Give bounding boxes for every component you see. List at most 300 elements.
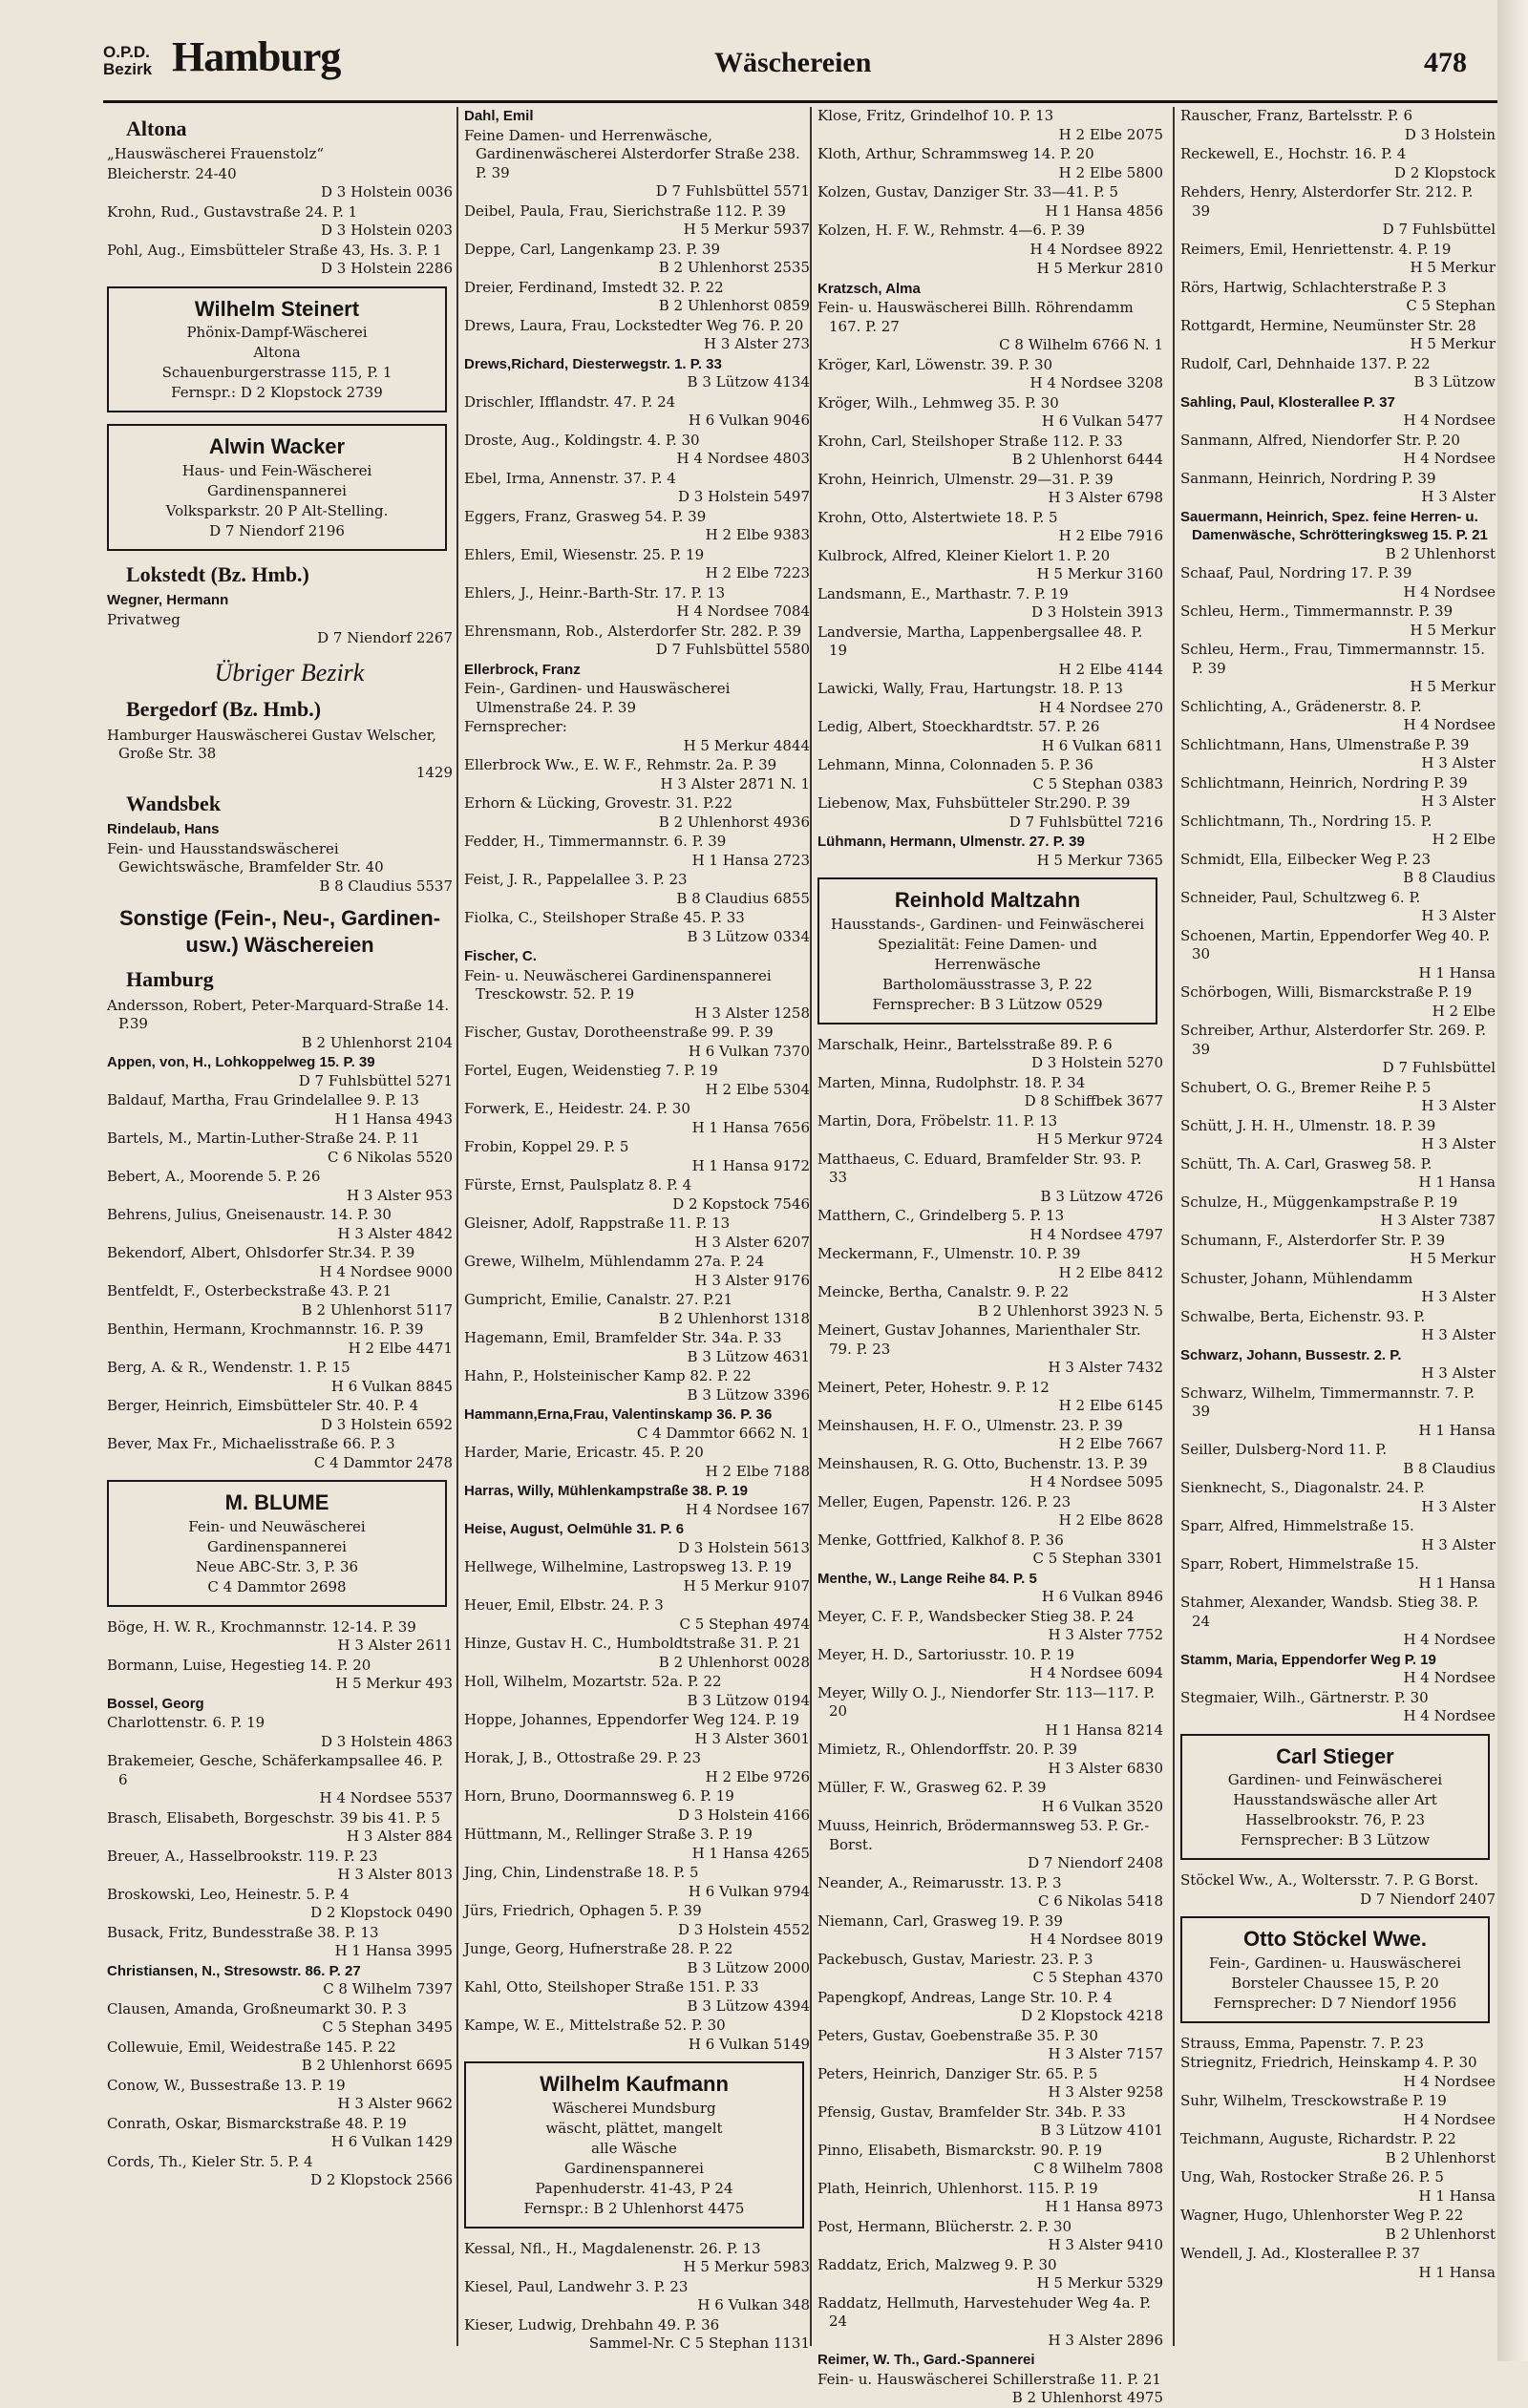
entry-name: Martin, Dora, Fröbelstr. 11. P. 13	[817, 1111, 1058, 1130]
entry-phone: B 8 Claudius 5537	[319, 877, 453, 895]
entry-name: Meincke, Bertha, Canalstr. 9. P. 22	[817, 1283, 1070, 1301]
entry-name: Brakemeier, Gesche, Schäferkampsallee 46. P. 6	[107, 1752, 443, 1788]
entry-name: Hellwege, Wilhelmine, Lastropsweg 13. P. 19	[464, 1558, 792, 1575]
directory-entry	[464, 1482, 810, 1519]
directory-entry	[464, 1902, 810, 1939]
entry-phone: B 3 Lützow 4726	[1040, 1187, 1163, 1205]
entry-phone: C 5 Stephan 3301	[1032, 1550, 1163, 1568]
directory-entry	[1180, 145, 1496, 182]
directory-entry	[107, 1320, 453, 1358]
entry-name: Harder, Marie, Ericastr. 45. P. 20	[464, 1444, 704, 1461]
entry-phone: B 3 Lützow 0334	[687, 927, 810, 945]
entry-name: Bentfeldt, F., Osterbeckstraße 43. P. 21	[107, 1282, 393, 1300]
entry-phone: B 2 Uhlenhorst	[1385, 544, 1496, 562]
entry-phone: H 5 Merkur 5937	[683, 221, 810, 238]
directory-entry	[817, 1779, 1163, 1816]
entry-name: Cords, Th., Kieler Str. 5. P. 4	[107, 2152, 313, 2170]
entry-phone: H 6 Vulkan 8845	[330, 1377, 453, 1395]
entry-name: Meller, Eugen, Papenstr. 126. P. 23	[817, 1492, 1072, 1510]
entry-phone: D 3 Holstein 3913	[1030, 603, 1163, 621]
section-title: Wäschereien	[714, 47, 872, 78]
entry-phone: H 1 Hansa 4856	[1045, 201, 1163, 220]
directory-entry	[1180, 1441, 1496, 1478]
directory-entry	[107, 203, 453, 241]
directory-entry	[1180, 889, 1496, 926]
directory-entry	[1180, 2168, 1496, 2206]
directory-entry	[817, 718, 1163, 755]
entry-phone: B 3 Lützow	[1413, 373, 1496, 391]
entry-name: Ehlers, J., Heinr.-Barth-Str. 17. P. 13	[464, 583, 726, 602]
directory-entry	[464, 1329, 810, 1366]
directory-entry	[464, 2017, 810, 2054]
entry-phone: H 5 Merkur	[1410, 335, 1496, 352]
entry-name: Baldauf, Martha, Frau Grindelallee 9. P. 13	[107, 1091, 419, 1109]
entry-name: Sahling, Paul, Klosterallee P. 37	[1180, 393, 1395, 411]
entry-phone: H 3 Alster 7752	[1048, 1626, 1163, 1644]
entry-phone: B 8 Claudius	[1403, 1459, 1496, 1477]
entry-name: Busack, Fritz, Bundesstraße 38. P. 13	[107, 1923, 379, 1941]
directory-entry	[107, 1130, 453, 1167]
column-divider	[810, 107, 812, 2346]
entry-phone: H 3 Alster	[1421, 488, 1496, 505]
entry-phone: H 4 Nordsee 4797	[1029, 1225, 1163, 1243]
entry-name: Fischer, Gustav, Dorotheenstraße 99. P. 39	[464, 1024, 774, 1041]
directory-entry	[817, 1036, 1163, 1073]
directory-entry	[817, 356, 1163, 393]
entry-name: Krohn, Otto, Alstertwiete 18. P. 5	[817, 508, 1058, 526]
directory-entry	[107, 2077, 453, 2114]
entry-name: Schulze, H., Müggenkampstraße P. 19	[1180, 1193, 1458, 1211]
directory-entry	[464, 1176, 810, 1214]
entry-name: Stöckel Ww., A., Woltersstr. 7. P. G Borst.	[1180, 1871, 1479, 1890]
advertiser-name: Carl Stieger	[1276, 1743, 1394, 1768]
directory-entry	[107, 1206, 453, 1243]
directory-entry	[817, 2218, 1163, 2255]
entry-name: Horak, J, B., Ottostraße 29. P. 23	[464, 1749, 702, 1766]
directory-entry	[1180, 1308, 1496, 1345]
directory-entry	[464, 1291, 810, 1328]
entry-phone: H 1 Hansa 7656	[691, 1118, 810, 1136]
entry-name: Stahmer, Alexander, Wandsb. Stieg 38. P. 24	[1180, 1594, 1479, 1630]
directory-entry	[464, 279, 810, 316]
entry-name: Menke, Gottfried, Kalkhof 8. P. 36	[817, 1531, 1064, 1549]
directory-entry	[817, 1817, 1163, 1873]
category-heading: Sonstige (Fein-, Neu-, Gardinen- usw.) Wäschereien	[118, 906, 441, 957]
ad-line: Gardinenspannerei	[207, 482, 347, 500]
entry-name: Reckewell, E., Hochstr. 16. P. 4	[1180, 145, 1407, 162]
directory-entry	[1180, 1689, 1496, 1726]
entry-phone: H 6 Vulkan 5477	[1041, 412, 1163, 430]
entry-name: Sanmann, Heinrich, Nordring P. 39	[1180, 469, 1436, 487]
directory-entry	[817, 2371, 1163, 2408]
directory-entry	[107, 2000, 453, 2038]
entry-phone: B 2 Uhlenhorst 2104	[301, 1033, 453, 1051]
directory-entry	[107, 165, 453, 202]
entry-phone: H 3 Alster 2896	[1048, 2331, 1163, 2349]
entry-phone: H 1 Hansa 8214	[1045, 1721, 1163, 1739]
directory-entry	[1180, 2035, 1496, 2054]
directory-entry	[817, 471, 1163, 508]
entry-phone: H 2 Elbe 7916	[1058, 527, 1163, 544]
entry-name: Rudolf, Carl, Dehnhaide 137. P. 22	[1180, 354, 1431, 372]
entry-name: Landsmann, E., Marthastr. 7. P. 19	[817, 584, 1069, 602]
entry-phone: B 2 Uhlenhorst	[1385, 2225, 1496, 2243]
directory-entry	[817, 1646, 1163, 1683]
entry-phone: H 3 Alster	[1421, 1497, 1496, 1515]
advertisement-box	[107, 424, 447, 551]
directory-entry	[1180, 1871, 1496, 1909]
entry-name: Rindelaub, Hans	[107, 821, 220, 838]
entry-phone: H 3 Alster	[1421, 1288, 1496, 1305]
directory-entry	[107, 1435, 453, 1472]
ad-line: Gardinenspannerei	[564, 2159, 704, 2177]
entry-phone: H 4 Nordsee	[1403, 1707, 1496, 1724]
advertisement-box	[107, 286, 447, 413]
directory-entry	[464, 1864, 810, 1901]
entry-name: Raddatz, Hellmuth, Harvestehuder Weg 4a. P. 24	[817, 2293, 1152, 2331]
entry-phone: H 3 Alster 6830	[1048, 1759, 1163, 1777]
column-4	[1180, 107, 1496, 2341]
entry-phone: H 5 Merkur 4844	[683, 736, 810, 754]
directory-entry	[464, 1787, 810, 1825]
directory-entry	[1180, 1555, 1496, 1593]
entry-name: Heise, August, Oelmühle 31. P. 6	[464, 1521, 685, 1537]
entry-name: Schoenen, Martin, Eppendorfer Weg 40. P. 30	[1180, 926, 1491, 962]
directory-entry	[1180, 107, 1496, 144]
column-1	[107, 107, 453, 2341]
entry-phone: D 7 Fuhlsbüttel 5571	[655, 182, 810, 200]
directory-entry	[464, 393, 810, 431]
advertisement-box	[1180, 1916, 1490, 2023]
directory-entry	[1180, 983, 1496, 1021]
entry-name: Wendell, J. Ad., Klosterallee P. 37	[1180, 2245, 1421, 2263]
entry-phone: H 5 Merkur 5329	[1036, 2274, 1163, 2292]
entry-phone: H 6 Vulkan 3520	[1041, 1797, 1163, 1815]
entry-name: Schörbogen, Willi, Bismarckstraße P. 19	[1180, 983, 1473, 1001]
directory-entry	[817, 2027, 1163, 2064]
entry-name: Liebenow, Max, Fuhsbütteler Str.290. P. 39	[817, 794, 1131, 812]
entry-phone: H 6 Vulkan 6811	[1041, 736, 1163, 754]
directory-entry	[817, 2256, 1163, 2293]
directory-entry	[464, 317, 810, 354]
directory-entry	[107, 611, 453, 648]
entry-name: Deibel, Paula, Frau, Sierichstraße 112. P. 39	[464, 201, 786, 220]
entry-phone: H 1 Hansa 9172	[691, 1156, 810, 1174]
entry-phone: B 2 Uhlenhorst 2535	[658, 259, 810, 276]
entry-name: Schleu, Herm., Frau, Timmermannstr. 15. P. 39	[1180, 641, 1486, 677]
directory-entry	[817, 1951, 1163, 1988]
entry-phone: H 5 Merkur	[1410, 1250, 1496, 1267]
advertisement-box	[1180, 1734, 1490, 1861]
directory-entry	[1180, 1193, 1496, 1231]
entry-phone: H 3 Alster 6798	[1048, 489, 1163, 506]
ad-line: Spezialität: Feine Damen- und Herrenwäsche	[878, 935, 1097, 973]
entry-phone: D 3 Holstein 4552	[677, 1920, 810, 1938]
entry-phone: H 3 Alster 953	[347, 1186, 453, 1204]
entry-phone: H 4 Nordsee	[1403, 582, 1496, 601]
directory-entry	[817, 756, 1163, 793]
entry-name: Krohn, Carl, Steilshoper Straße 112. P. 33	[817, 432, 1123, 450]
entry-name: Sienknecht, S., Diagonalstr. 24. P.	[1180, 1479, 1425, 1496]
directory-entry	[464, 2240, 810, 2277]
entry-name: Pohl, Aug., Eimsbütteler Straße 43, Hs. 3. P. 1	[107, 241, 442, 259]
entry-phone: H 3 Alster	[1421, 1535, 1496, 1553]
entry-name: Landversie, Martha, Lappenbergsallee 48. P. 19	[817, 623, 1143, 659]
entry-name: Marschalk, Heinr., Bartelsstraße 89. P. 6	[817, 1035, 1113, 1053]
directory-entry	[107, 1886, 453, 1923]
entry-name: Schuster, Johann, Mühlendamm	[1180, 1269, 1413, 1287]
entry-name: Peters, Gustav, Goebenstraße 35. P. 30	[817, 2026, 1098, 2044]
ad-line: Hasselbrookstr. 76, P. 23	[1244, 1811, 1426, 1829]
entry-phone: H 1 Hansa	[1418, 1173, 1496, 1191]
advertiser-name: Wilhelm Steinert	[194, 296, 360, 321]
entry-phone: D 3 Holstein	[1404, 125, 1496, 143]
entry-name: Forwerk, E., Heidestr. 24. P. 30	[464, 1100, 690, 1117]
section-heading: Hamburg	[126, 967, 214, 992]
entry-name: Menthe, W., Lange Reihe 84. P. 5	[817, 1570, 1037, 1587]
entry-name: Bebert, A., Moorende 5. P. 26	[107, 1168, 321, 1186]
entry-phone: H 3 Alster 9410	[1048, 2236, 1163, 2254]
directory-entry	[1180, 698, 1496, 735]
entry-phone: C 5 Stephan 4370	[1032, 1969, 1163, 1987]
directory-entry	[817, 1074, 1163, 1111]
directory-entry	[464, 1405, 810, 1443]
entry-name: Hahn, P., Holsteinischer Kamp 82. P. 22	[464, 1367, 752, 1384]
entry-phone: H 4 Nordsee	[1403, 1631, 1496, 1648]
entry-name: Kolzen, Gustav, Danziger Str. 33—41. P. 5	[817, 183, 1119, 201]
directory-entry	[464, 1635, 810, 1672]
entry-phone: H 2 Elbe 7223	[705, 564, 810, 581]
directory-entry	[1180, 1232, 1496, 1269]
page-number: 478	[1424, 47, 1467, 78]
entry-phone: H 3 Alster	[1421, 1097, 1496, 1114]
directory-entry	[817, 680, 1163, 717]
entry-phone: H 5 Merkur 9724	[1036, 1130, 1163, 1149]
entry-name: Schneider, Paul, Schultzweg 6. P.	[1180, 888, 1421, 906]
ad-line: Fernsprecher: B 3 Lützow 0529	[872, 995, 1103, 1013]
entry-phone: H 1 Hansa	[1418, 2263, 1496, 2281]
advertisement-box	[464, 2061, 804, 2228]
entry-name: Ellerbrock Ww., E. W. F., Rehmstr. 2a. P. 39	[464, 756, 777, 773]
directory-entry	[464, 947, 810, 966]
entry-phone: H 6 Vulkan 8946	[1041, 1588, 1163, 1606]
entry-phone: H 2 Elbe 5304	[705, 1080, 810, 1098]
entry-phone: D 2 Klopstock	[1394, 163, 1496, 181]
directory-entry	[1180, 317, 1496, 354]
entry-name: Meinshausen, R. G. Otto, Buchenstr. 13. P. 39	[817, 1454, 1148, 1472]
ad-line: Phönix-Dampf-Wäscherei	[186, 324, 368, 342]
entry-phone: B 8 Claudius 6855	[676, 889, 810, 907]
directory-entry	[107, 840, 453, 897]
directory-entry	[817, 1874, 1163, 1912]
entry-phone: H 2 Elbe 4471	[348, 1339, 453, 1357]
advertiser-name: Otto Stöckel Wwe.	[1243, 1927, 1427, 1952]
entry-name: Appen, von, H., Lohkoppelweg 15. P. 39	[107, 1054, 375, 1071]
directory-entry	[464, 127, 810, 201]
entry-name: Hammann,Erna,Frau, Valentinskamp 36. P. 36	[464, 1406, 773, 1423]
entry-name: Bormann, Luise, Hegestieg 14. P. 20	[107, 1656, 371, 1674]
directory-entry	[464, 1100, 810, 1137]
directory-entry	[107, 1962, 453, 1999]
entry-name: Heuer, Emil, Elbstr. 24. P. 3	[464, 1596, 664, 1614]
entry-phone: D 2 Kopstock 7546	[672, 1194, 810, 1213]
entry-phone: H 4 Nordsee 5095	[1029, 1473, 1163, 1491]
directory-entry	[464, 909, 810, 946]
entry-name: Harras, Willy, Mühlenkampstraße 38. P. 19	[464, 1483, 748, 1499]
directory-entry	[464, 1940, 810, 1977]
entry-phone: B 3 Lützow 3396	[687, 1385, 810, 1404]
entry-phone: H 4 Nordsee 9000	[319, 1262, 453, 1280]
directory-entry	[464, 432, 810, 469]
directory-entry	[464, 546, 810, 583]
directory-entry	[464, 355, 810, 392]
entry-name: Grewe, Wilhelm, Mühlendamm 27a. P. 24	[464, 1253, 765, 1270]
entry-phone: C 5 Stephan	[1406, 297, 1496, 314]
entry-name: Schwarz, Johann, Bussestr. 2. P.	[1180, 1346, 1402, 1363]
entry-name: Fein- u. Neuwäscherei Gardinenspannerei Tresckowstr. 52. P. 19	[464, 966, 772, 1003]
directory-entry	[1180, 279, 1496, 316]
entry-phone: H 5 Merkur 5983	[683, 2258, 810, 2276]
entry-phone: H 3 Alster 2871 N. 1	[660, 774, 810, 792]
entry-phone: H 3 Alster 4842	[337, 1224, 453, 1242]
entry-phone: C 8 Wilhelm 6766 N. 1	[999, 336, 1163, 353]
entry-name: Schlichting, A., Grädenerstr. 8. P.	[1180, 697, 1422, 715]
directory-entry	[1180, 774, 1496, 812]
entry-name: Striegnitz, Friedrich, Heinskamp 4. P. 30	[1180, 2054, 1477, 2072]
entry-name: Böge, H. W. R., Krochmannstr. 12-14. P. 39	[107, 1617, 416, 1636]
directory-entry	[464, 1826, 810, 1863]
directory-entry	[1180, 470, 1496, 507]
entry-name: Schlichtmann, Hans, Ulmenstraße P. 39	[1180, 735, 1470, 753]
directory-entry	[1180, 2245, 1496, 2282]
entry-name: Bossel, Georg	[107, 1695, 204, 1712]
entry-phone: H 3 Alster 8013	[337, 1866, 453, 1884]
entry-name: Rehders, Henry, Alsterdorfer Str. 212. P. 39	[1180, 183, 1474, 220]
entry-name: Sparr, Robert, Himmelstraße 15.	[1180, 1555, 1419, 1573]
entry-name: Schmidt, Ella, Eilbecker Weg P. 23	[1180, 850, 1431, 868]
entry-name: Wagner, Hugo, Uhlenhorster Weg P. 22	[1180, 2207, 1464, 2225]
entry-name: Reimer, W. Th., Gard.-Spannerei	[817, 2352, 1035, 2369]
entry-phone: H 6 Vulkan 9046	[688, 412, 810, 429]
entry-phone: H 3 Alster 7432	[1048, 1359, 1163, 1377]
entry-phone: B 2 Uhlenhorst 5117	[301, 1300, 453, 1319]
entry-phone: H 4 Nordsee 270	[1039, 698, 1163, 716]
entry-phone: H 2 Elbe 8412	[1058, 1263, 1163, 1281]
entry-phone: D 3 Holstein 4166	[677, 1806, 810, 1824]
directory-entry	[817, 623, 1163, 680]
directory-entry	[464, 871, 810, 908]
entry-name: Ellerbrock, Franz	[464, 661, 581, 678]
entry-name: Fischer, C.	[464, 948, 537, 964]
entry-phone: C 6 Nikolas 5520	[328, 1148, 453, 1166]
entry-name: Hoppe, Johannes, Eppendorfer Weg 124. P. 19	[464, 1711, 799, 1728]
entry-name: Fernsprecher:	[464, 718, 567, 735]
entry-name: Seiller, Dulsberg-Nord 11. P.	[1180, 1441, 1388, 1458]
advertiser-name: Wilhelm Kaufmann	[540, 2072, 729, 2096]
entry-phone: C 4 Dammtor 6662 N. 1	[636, 1424, 810, 1442]
directory-entry	[464, 1520, 810, 1557]
entry-phone: D 3 Holstein 0203	[320, 222, 453, 240]
entry-name: Teichmann, Auguste, Richardstr. P. 22	[1180, 2130, 1456, 2148]
ad-line: Fernspr.: D 2 Klopstock 2739	[171, 384, 383, 402]
directory-entry	[817, 107, 1163, 144]
entry-phone: H 1 Hansa	[1418, 1574, 1496, 1592]
entry-name: Schlichtmann, Th., Nordring 15. P.	[1180, 812, 1432, 830]
directory-entry	[107, 2038, 453, 2076]
entry-phone: H 1 Hansa	[1418, 963, 1496, 982]
entry-phone: D 7 Niendorf 2267	[317, 629, 453, 647]
entry-name: Wegner, Hermann	[107, 592, 229, 609]
entry-name: Schleu, Herm., Timmermannstr. P. 39	[1180, 602, 1454, 620]
entry-phone: D 3 Holstein 0036	[320, 183, 453, 201]
directory-entry	[817, 547, 1163, 584]
entry-name: Reimers, Emil, Henriettenstr. 4. P. 19	[1180, 240, 1452, 258]
entry-name: Drischler, Ifflandstr. 47. P. 24	[464, 392, 676, 411]
directory-entry	[817, 280, 1163, 299]
entry-phone: H 6 Vulkan 5149	[688, 2035, 810, 2053]
entry-phone: B 3 Lützow 4101	[1040, 2122, 1163, 2140]
directory-entry	[817, 2142, 1163, 2179]
entry-name: Raddatz, Erich, Malzweg 9. P. 30	[817, 2255, 1057, 2273]
entry-phone: D 8 Schiffbek 3677	[1024, 1092, 1163, 1110]
directory-entry	[464, 584, 810, 622]
entry-name: Fiolka, C., Steilshoper Straße 45. P. 33	[464, 909, 745, 926]
entry-name: Meyer, C. F. P., Wandsbecker Stieg 38. P. 24	[817, 1607, 1135, 1625]
entry-name: Fortel, Eugen, Weidenstieg 7. P. 19	[464, 1062, 718, 1079]
entry-name: Schlichtmann, Heinrich, Nordring P. 39	[1180, 773, 1468, 792]
entry-name: Hinze, Gustav H. C., Humboldtstraße 31. P. 21	[464, 1635, 802, 1652]
entry-name: Meinshausen, H. F. O., Ulmenstr. 23. P. 39	[817, 1416, 1123, 1434]
entry-name: Brasch, Elisabeth, Borgeschstr. 39 bis 41. P. 5	[107, 1808, 441, 1827]
header-rule	[103, 100, 1497, 103]
ad-line: Fernspr.: B 2 Uhlenhorst 4475	[523, 2199, 745, 2217]
entry-phone: H 4 Nordsee 4803	[676, 450, 810, 467]
entry-phone: H 4 Nordsee 8922	[1029, 240, 1163, 258]
directory-entry	[464, 1749, 810, 1786]
entry-phone: D 2 Klopstock 2566	[310, 2171, 453, 2189]
entry-phone: H 2 Elbe	[1432, 1002, 1496, 1020]
entry-phone: H 3 Alster	[1421, 1326, 1496, 1343]
entry-name: Fedder, H., Timmermannstr. 6. P. 39	[464, 833, 727, 850]
entry-name: Clausen, Amanda, Großneumarkt 30. P. 3	[107, 1999, 407, 2017]
entry-phone: H 5 Merkur	[1410, 259, 1496, 276]
directory-entry	[817, 222, 1163, 259]
entry-name: Fürste, Ernst, Paulsplatz 8. P. 4	[464, 1176, 692, 1193]
entry-name: Gleisner, Adolf, Rappstraße 11. P. 13	[464, 1215, 731, 1232]
ad-line: Volksparkstr. 20 P Alt-Stelling.	[165, 502, 389, 520]
entry-phone: H 2 Elbe 4144	[1058, 660, 1163, 678]
entry-phone: D 3 Holstein 6592	[320, 1415, 453, 1433]
directory-entry	[1180, 2130, 1496, 2167]
city-title: Hamburg	[172, 33, 341, 80]
entry-name: Conow, W., Bussestraße 13. P. 19	[107, 2076, 346, 2094]
entry-name: Bekendorf, Albert, Ohlsdorfer Str.34. P. 39	[107, 1244, 415, 1262]
entry-phone: H 1 Hansa 4943	[334, 1109, 453, 1128]
entry-phone: H 2 Elbe 8628	[1058, 1511, 1163, 1530]
advertiser-name: Reinhold Maltzahn	[894, 888, 1081, 912]
directory-entry	[817, 1493, 1163, 1531]
entry-phone: C 5 Stephan 3495	[322, 2018, 453, 2037]
ad-line: Hausstandswäsche aller Art	[1233, 1791, 1437, 1809]
entry-name: Post, Hermann, Blücherstr. 2. P. 30	[817, 2217, 1072, 2235]
entry-name: Sanmann, Alfred, Niendorfer Str. P. 20	[1180, 431, 1460, 449]
entry-name: Lawicki, Wally, Frau, Hartungstr. 18. P. 13	[817, 680, 1123, 697]
ad-line: Haus- und Fein-Wäscherei	[181, 462, 372, 480]
entry-phone: B 2 Uhlenhorst	[1385, 2148, 1496, 2166]
entry-name: Schütt, Th. A. Carl, Grasweg 58. P.	[1180, 1154, 1432, 1172]
directory-entry	[817, 260, 1163, 279]
ad-line: Schauenburgerstrasse 115, P. 1	[161, 364, 393, 382]
